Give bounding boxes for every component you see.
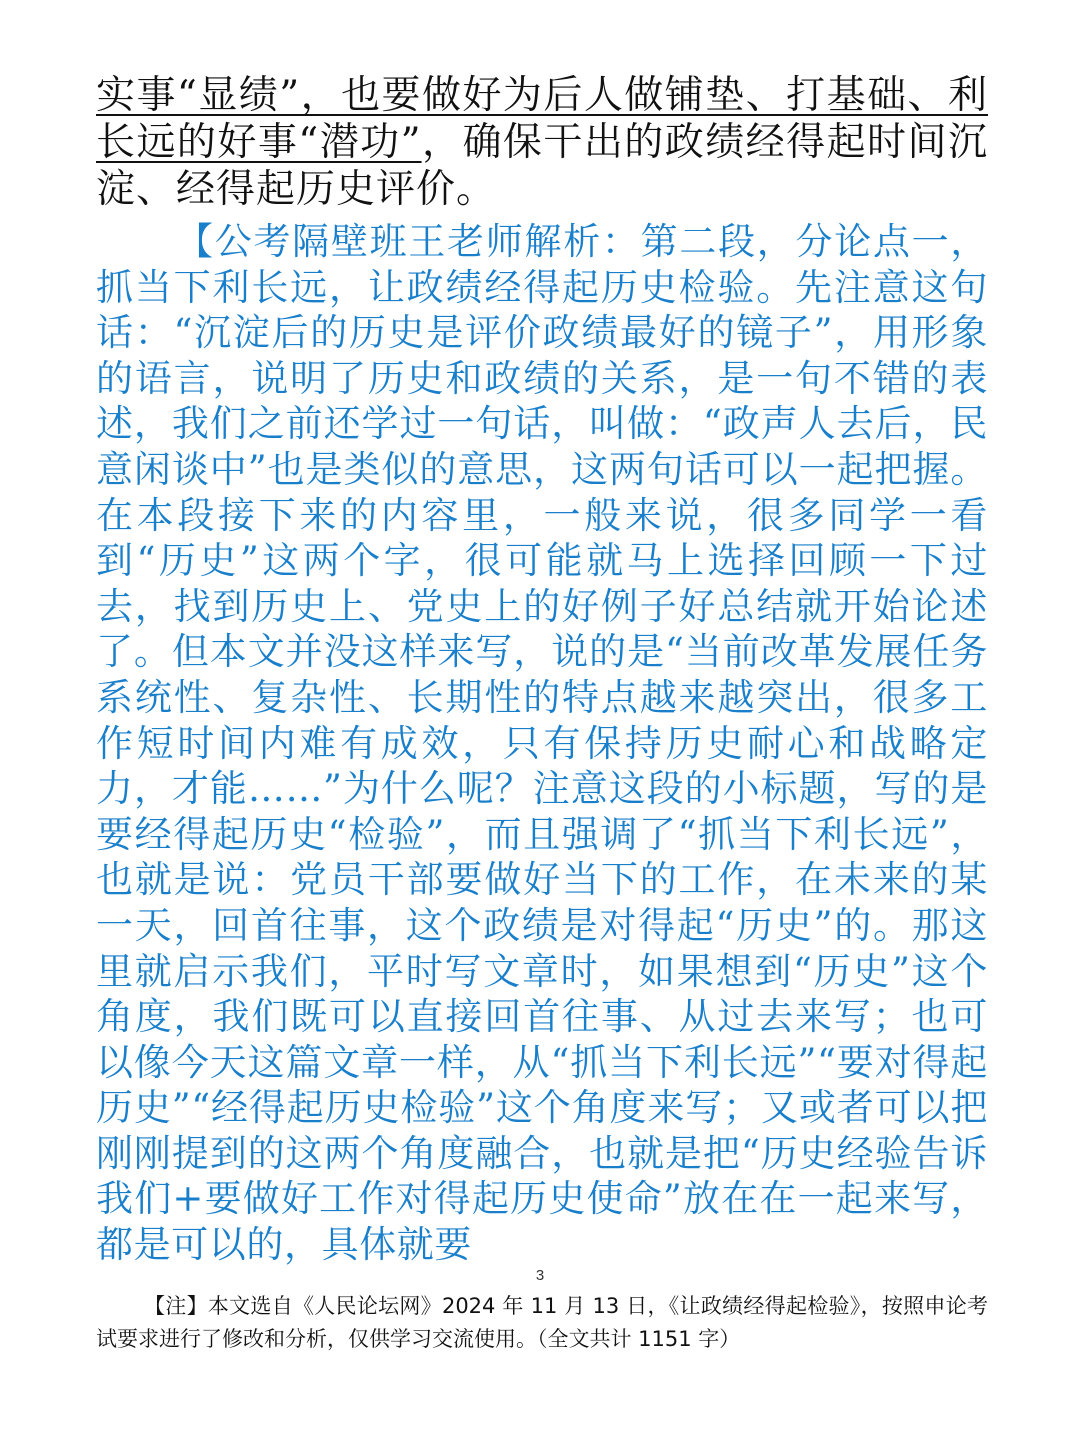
footnote: 【注】本文选自《人民论坛网》2024 年 11 月 13 日，《让政绩经得起检验》，按照申论考试要求进行了修改和分析，仅供学习交流使用。（全文共计 1151 字） — [96, 1294, 988, 1351]
underlined-text: 实事“显绩”，也要做好为后人做铺垫、打基础、利长远的好事“潜功” — [96, 73, 988, 165]
article-body — [96, 72, 988, 1268]
paragraph-text: ，确保干出的政绩经得起时间沉淀、经得起历史评价。 — [96, 120, 988, 212]
page-number: 3 — [535, 1267, 545, 1284]
analysis-paragraph: 【公考隔壁班王老师解析：第二段，分论点一，抓当下利长远，让政绩经得起历史检验。先注意这句话：“沉淀后的历史是评价政绩最好的镜子”，用形象的语言，说明了历史和政绩的关系，是一句不错的表述，我们之前还学过一句话，叫做：“政声人去后，民意闲谈中”也是类似的意思，这两句话可以一起把握。在本段接下来的内容里，一般来说，很多同学一看到“历史”这两个字，很可能就马上选择回顾一下过去，找到历史上、党史上的好例子好总结就开始论述了。但本文并没这样来写，说的是“当前改革发展任务系统性、复杂性、长期性的特点越来越突出，很多工作短时间内难有成效，只有保持历史耐心和战略定力，才能……”为什么呢？注意这段的小标题，写的是要经得起历史“检验”，而且强调了“抓当下利长远”，也就是说：党员干部要做好当下的工作，在未来的某一天，回首往事，这个政绩是对得起“历史”的。那这里就启示我们，平时写文章时，如果想到“历史”这个角度，我们既可以直接回首往事、从过去来写；也可以像今天这篇文章一样，从“抓当下利长远”“要对得起历史”“经得起历史检验”这个角度来写；又或者可以把刚刚提到的这两个角度融合，也就是把“历史经验告诉我们+要做好工作对得起历史使命”放在在一起来写，都是可以的，具体就要 — [96, 220, 988, 1267]
article-paragraph — [96, 72, 988, 213]
